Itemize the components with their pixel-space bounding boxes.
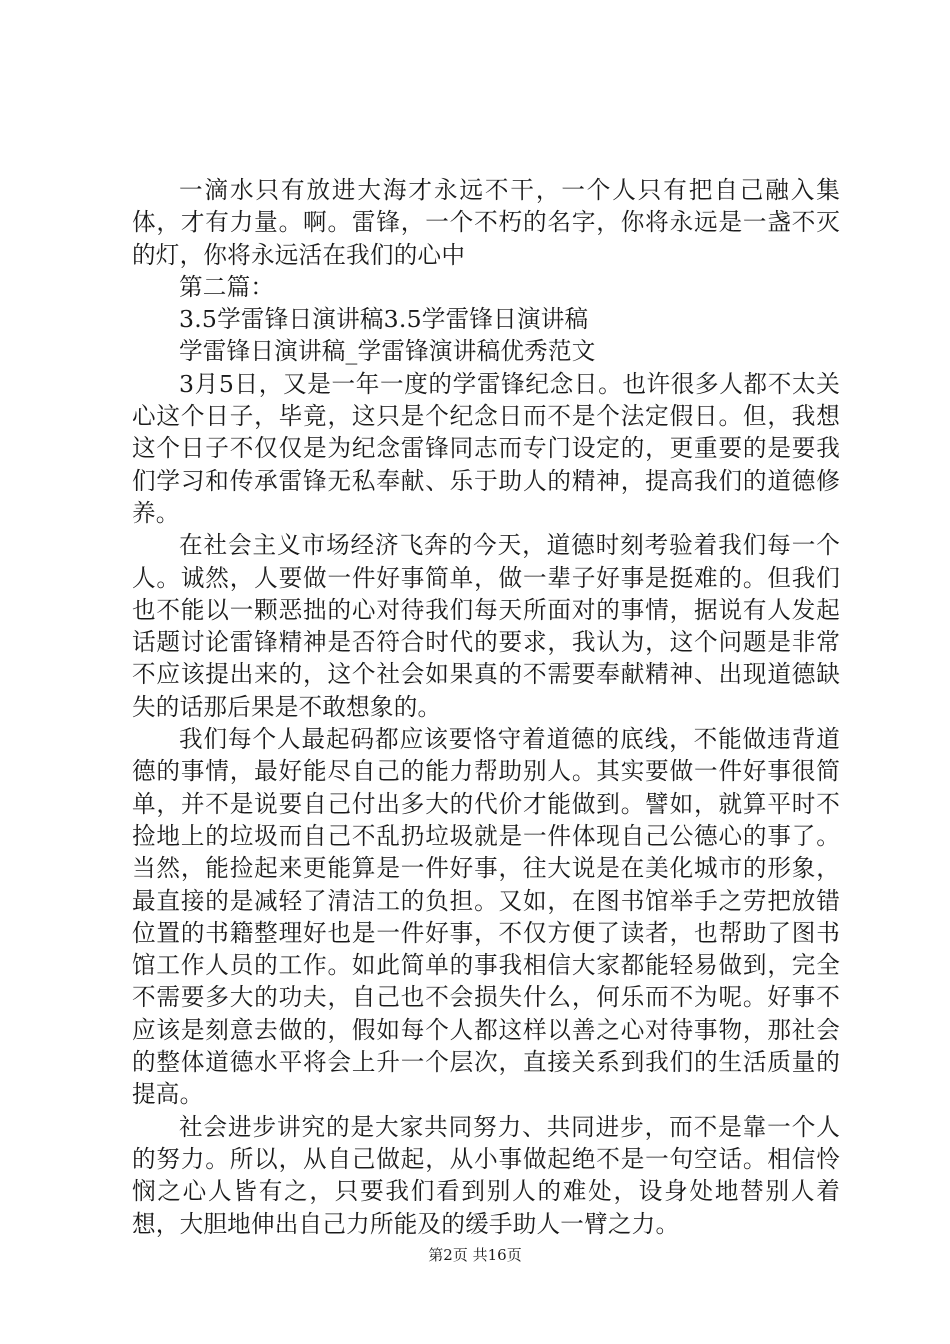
speech-subtitle: 学雷锋日演讲稿_学雷锋演讲稿优秀范文 [179,337,596,366]
paragraph-march-fifth: 3月5日，又是一年一度的学雷锋纪念日。也许很多人都不太关心这个日子，毕竟，这只是个纪念日而不是个法定假日。但，我想这个日子不仅仅是为纪念雷锋同志而专门设定的，更重要的是要我们学习和传承雷锋无私奉献、乐于助人的精神，提高我们的道德修养。 [132,369,840,527]
paragraph-social-progress: 社会进步讲究的是大家共同努力、共同进步，而不是靠一个人的努力。所以，从自己做起，从小事做起绝不是一句空话。相信怜悯之心人皆有之，只要我们看到别人的难处，设身处地替别人着想，大胆地伸出自己力所能及的缓手助人一臂之力。 [132,1112,840,1238]
paragraph-closing-line: 一滴水只有放进大海才永远不干，一个人只有把自己融入集体，才有力量。啊。雷锋，一个不朽的名字，你将永远是一盏不灭的灯，你将永远活在我们的心中 [132,176,840,269]
document-body [132,174,840,1240]
section-heading-part-two: 第二篇： [179,272,275,301]
speech-title: 3.5学雷锋日演讲稿3.5学雷锋日演讲稿 [179,305,589,334]
paragraph-market-economy: 在社会主义市场经济飞奔的今天，道德时刻考验着我们每一个人。诚然，人要做一件好事简单，做一辈子好事是挺难的。但我们也不能以一颗恶拙的心对待我们每天所面对的事情，据说有人发起话题讨论雷锋精神是否符合时代的要求，我认为，这个问题是非常不应该提出来的，这个社会如果真的不需要奉献精神、出现道德缺失的话那后果是不敢想象的。 [132,531,840,721]
paragraph-moral-bottom-line: 我们每个人最起码都应该要恪守着道德的底线，不能做违背道德的事情，最好能尽自己的能力帮助别人。其实要做一件好事很简单，并不是说要自己付出多大的代价才能做到。譬如，就算平时不捡地上的垃圾而自己不乱扔垃圾就是一件体现自己公德心的事了。当然，能捡起来更能算是一件好事，往大说是在美化城市的形象，最直接的是减轻了清洁工的负担。又如，在图书馆举手之劳把放错位置的书籍整理好也是一件好事，不仅方便了读者，也帮助了图书馆工作人员的工作。如此简单的事我相信大家都能轻易做到，完全不需要多大的功夫，自己也不会损失什么，何乐而不为呢。好事不应该是刻意去做的，假如每个人都这样以善之心对待事物，那社会的整体道德水平将会上升一个层次，直接关系到我们的生活质量的提高。 [132,725,840,1109]
page-number-footer: 第2页 共16页 [428,1246,522,1264]
